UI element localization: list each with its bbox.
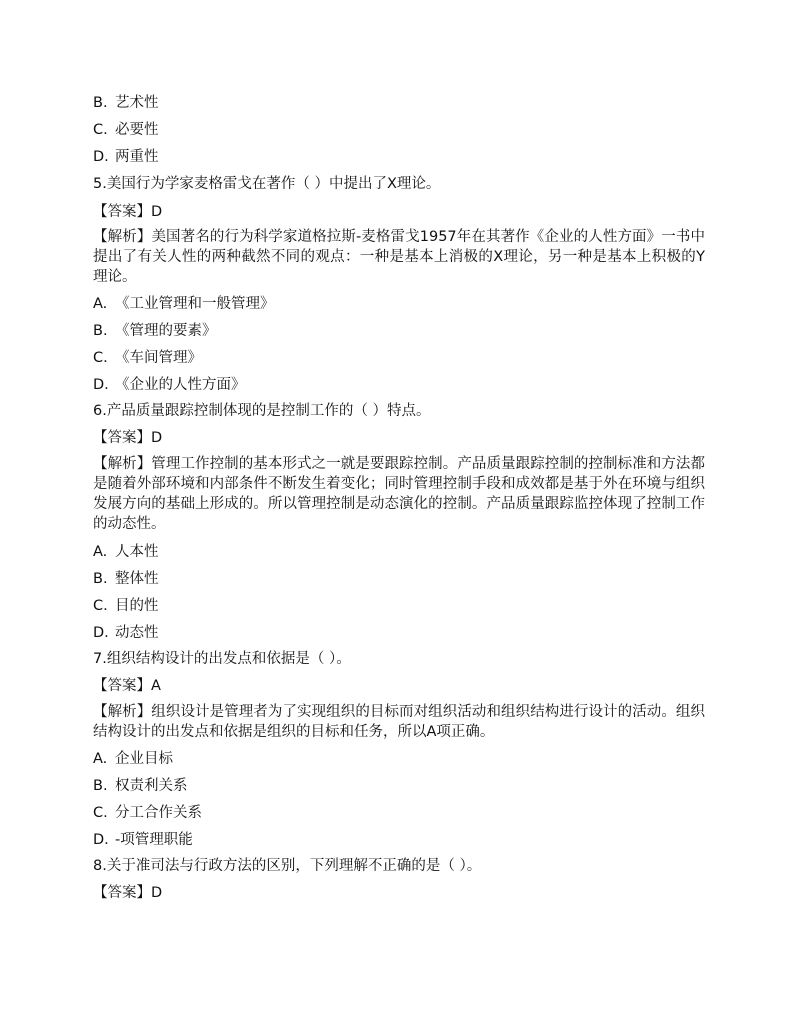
analysis-label: 【解析】: [93, 704, 152, 720]
option-text: -项管理职能: [115, 832, 193, 848]
option-letter: A.: [93, 296, 108, 312]
option-c: [93, 597, 159, 615]
option-text: 必要性: [115, 122, 159, 138]
option-text: 动态性: [115, 625, 159, 641]
analysis-label: 【解析】: [93, 229, 152, 245]
option-text: 《车间管理》: [115, 350, 202, 366]
option-b: [93, 777, 188, 795]
option-letter: B.: [93, 778, 108, 794]
option-a: [93, 295, 275, 313]
option-text: 人本性: [115, 544, 159, 560]
answer-label: 【答案】: [93, 678, 151, 694]
option-letter: B.: [93, 323, 108, 339]
question-7: 7.组织结构设计的出发点和依据是（ ）。: [93, 651, 351, 667]
option-letter: C.: [93, 122, 108, 138]
option-letter: C.: [93, 598, 108, 614]
option-letter: D.: [93, 149, 109, 165]
answer-label: 【答案】: [93, 885, 151, 901]
option-b: [93, 94, 159, 112]
option-text: 整体性: [115, 571, 159, 587]
analysis-7: [93, 702, 705, 742]
option-a: [93, 750, 173, 768]
question-6: 6.产品质量跟踪控制体现的是控制工作的（ ）特点。: [93, 403, 431, 419]
option-c: [93, 349, 202, 367]
option-letter: D.: [93, 625, 109, 641]
option-c: [93, 121, 159, 139]
option-d: [93, 831, 193, 849]
option-text: 艺术性: [115, 95, 159, 111]
option-text: 两重性: [115, 149, 159, 165]
analysis-label: 【解析】: [93, 456, 152, 472]
option-d: [93, 148, 159, 166]
question-5: 5.美国行为学家麦格雷戈在著作（ ）中提出了X理论。: [93, 176, 441, 192]
option-letter: C.: [93, 805, 108, 821]
analysis-text: 组织设计是管理者为了实现组织的目标而对组织活动和组织结构进行设计的活动。组织结构设计的出发点和依据是组织的目标和任务，所以A项正确。: [93, 704, 706, 740]
option-d: [93, 376, 246, 394]
answer-8: [93, 884, 162, 902]
analysis-5: [93, 227, 705, 287]
option-text: 权责利关系: [115, 778, 188, 794]
analysis-text: 美国著名的行为科学家道格拉斯-麦格雷戈1957年在其著作《企业的人性方面》一书中提出了有关人性的两种截然不同的观点：一种是基本上消极的X理论，另一种是基本上积极的Y理论。: [93, 229, 705, 285]
analysis-6: [93, 454, 705, 534]
option-text: 企业目标: [115, 751, 173, 767]
answer-label: 【答案】: [93, 430, 151, 446]
answer-value: D: [151, 885, 163, 901]
option-b: [93, 570, 159, 588]
option-c: [93, 804, 202, 822]
option-a: [93, 543, 159, 561]
option-letter: D.: [93, 832, 109, 848]
answer-label: 【答案】: [93, 204, 151, 220]
option-letter: C.: [93, 350, 108, 366]
analysis-text: 管理工作控制的基本形式之一就是要跟踪控制。产品质量跟踪控制的控制标准和方法都是随着外部环境和内部条件不断发生着变化；同时管理控制手段和成效都是基于外在环境与组织发展方向的基础上形成的。所以管理控制是动态演化的控制。产品质量跟踪监控体现了控制工作的动态性。: [93, 456, 706, 532]
option-letter: D.: [93, 377, 109, 393]
answer-7: [93, 677, 161, 695]
option-text: 《企业的人性方面》: [115, 377, 246, 393]
option-letter: A.: [93, 544, 108, 560]
option-letter: A.: [93, 751, 108, 767]
option-letter: B.: [93, 95, 108, 111]
option-d: [93, 624, 159, 642]
option-b: [93, 322, 217, 340]
option-text: 《管理的要素》: [115, 323, 217, 339]
option-text: 《工业管理和一般管理》: [115, 296, 275, 312]
option-letter: B.: [93, 571, 108, 587]
answer-value: A: [151, 678, 161, 694]
option-text: 目的性: [115, 598, 159, 614]
answer-value: D: [151, 204, 163, 220]
answer-value: D: [151, 430, 163, 446]
answer-5: [93, 203, 162, 221]
answer-6: [93, 429, 162, 447]
option-text: 分工合作关系: [115, 805, 202, 821]
question-8: 8.关于准司法与行政方法的区别，下列理解不正确的是（ ）。: [93, 858, 482, 874]
